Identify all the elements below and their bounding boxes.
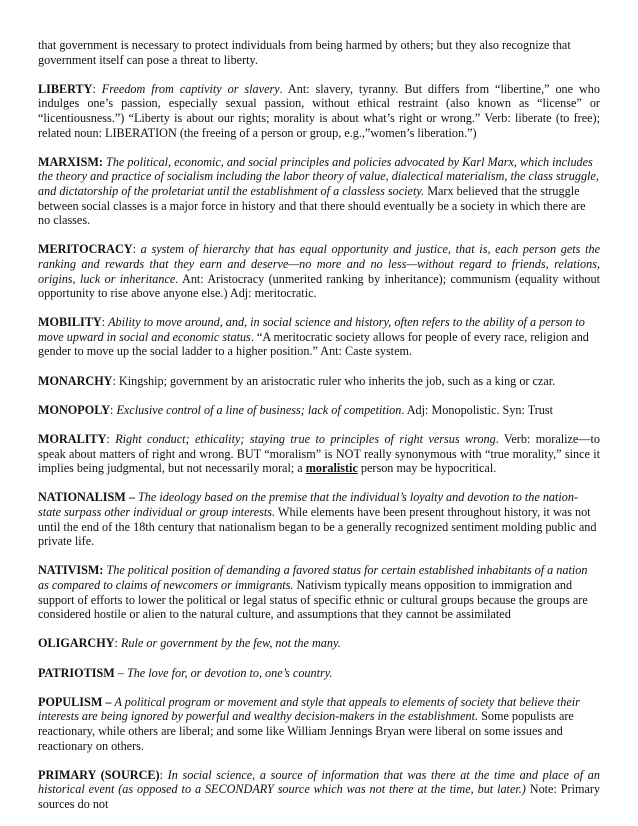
definition-oligarchy: Rule or government by the few, not the many. — [120, 636, 341, 651]
notes-nationalism: While elements have been present throughout history, it was not until the end of the 18th century that nationalism began to be a generally recognized sentiment molding public and private life. — [38, 505, 597, 549]
entry-nationalism — [38, 490, 600, 548]
entry-morality — [38, 432, 600, 476]
term-marxism: MARXISM: — [38, 154, 103, 169]
entry-monopoly — [38, 403, 600, 418]
notes-monarchy: Kingship; government by an aristocratic ruler who inherits the job, such as a king or czar. — [118, 373, 556, 388]
notes-mobility: . “A meritocratic society allows for people of every race, religion and gender to move up the social ladder to a higher position.” Ant: Caste system. — [38, 329, 589, 359]
emphasis-moralistic: moralistic — [305, 461, 358, 476]
term-mobility: MOBILITY — [38, 315, 102, 330]
entry-meritocracy — [38, 242, 600, 300]
entry-primary-source — [38, 768, 600, 812]
term-patriotism: PATRIOTISM — [38, 665, 115, 680]
notes-monopoly: . Adj: Monopolistic. Syn: Trust — [401, 402, 554, 417]
intro-paragraph: that government is necessary to protect individuals from being harmed by others; but they also recognize that government itself can pose a threat to liberty. — [38, 38, 571, 67]
term-morality: MORALITY — [38, 432, 107, 447]
term-populism: POPULISM – — [38, 694, 112, 709]
term-oligarchy: OLIGARCHY — [38, 636, 115, 651]
term-nationalism: NATIONALISM – — [38, 490, 135, 505]
definition-nationalism: The ideology based on the premise that the individual’s loyalty and devotion to the nation-state surpass other individual or group interests. — [38, 490, 579, 519]
definition-primary-source: In social science, a source of information that was there at the time and place of an historical event (as opposed to a SECONDARY source which was not there at the time, but later.) — [38, 767, 600, 797]
entry-populism — [38, 695, 600, 753]
term-monopoly: MONOPOLY — [38, 402, 110, 417]
entry-patriotism — [38, 666, 600, 681]
definition-liberty: Freedom from captivity or slavery — [101, 81, 280, 96]
entry-monarchy — [38, 374, 600, 389]
definition-nativism: The political position of demanding a favored status for certain established inhabitants of a nation as compared to claims of newcomers or immigrants. — [38, 563, 588, 592]
separator: : — [106, 432, 116, 447]
definition-monopoly: Exclusive control of a line of business; lack of competition — [116, 402, 402, 417]
definition-marxism: The political, economic, and social principles and policies advocated by Karl Marx, which includes the theory and practice of socialism including the labor theory of value, dialectical materialism, the class struggle, and dictatorship of the proletariat until the establishment of a classless society. — [38, 154, 599, 198]
term-meritocracy: MERITOCRACY — [38, 242, 133, 257]
separator: : — [101, 315, 109, 330]
notes-liberty: . Ant: slavery, tyranny. But differs from “libertine,” one who indulges one’s passion, especially sexual passion, without ethical restraint (also known as “license” or “licentiousness.”) “Liberty is about our rights; morality is about what’s right or wrong.” Verb: liberate (to free); related noun: LIBERATION (the freeing of a person or group, e.g.,”women’s liberation.”) — [38, 81, 600, 140]
definition-patriotism: The love for, or devotion to, one’s country. — [126, 665, 333, 680]
separator: : — [132, 242, 141, 257]
definition-populism: A political program or movement and style that appeals to elements of society that believe their interests are being ignored by powerful and wealthy decision-makers in the establishment. — [38, 694, 580, 724]
term-liberty: LIBERTY — [38, 81, 93, 96]
separator: – — [114, 665, 127, 680]
term-primary-source: PRIMARY (SOURCE) — [38, 767, 160, 782]
entry-liberty — [38, 82, 600, 140]
separator: : — [92, 81, 102, 96]
separator: : — [110, 402, 117, 417]
entry-mobility — [38, 315, 600, 359]
definition-morality: Right conduct; ethicality; staying true to principles of right versus wrong — [115, 432, 496, 447]
entry-oligarchy — [38, 636, 600, 651]
term-monarchy: MONARCHY — [38, 373, 113, 388]
separator: : — [114, 636, 121, 651]
entry-marxism — [38, 155, 600, 228]
document-page — [38, 38, 600, 826]
notes-marxism: Marx believed that the struggle between social classes is a major force in history and that there should eventually be a society in which there are no classes. — [38, 183, 586, 228]
term-nativism: NATIVISM: — [38, 563, 104, 578]
notes-nativism: Nativism typically means opposition to immigration and support of efforts to lower the political or legal status of specific ethnic or cultural groups because the groups are considered hostile or alien to the natural culture, and assumptions that they cannot be assimilated — [38, 577, 588, 622]
definition-meritocracy: a system of hierarchy that has equal opportunity and justice, that is, each person gets the ranking and rewards that they earn and deserve—no more and no less—without regard to friends, relations, origins, luck or inheritance — [38, 242, 600, 286]
definition-mobility: Ability to move around, and, in social science and history, often refers to the ability of a person to move upward in social and economic status — [38, 315, 585, 344]
separator: : — [159, 767, 168, 782]
notes-primary-source: Note: Primary sources do not — [38, 782, 601, 811]
notes-morality: . Verb: moralize—to speak about matters of right and wrong. BUT “moralism” is NOT really synonymous with “true morality,” since it implies being judgmental, but not necessarily moral; a — [38, 432, 601, 476]
separator: : — [112, 373, 119, 388]
notes-meritocracy: . Ant: Aristocracy (unmerited ranking by inheritance); communism (equality without opportunity to rise above anyone else.) Adj: meritocratic. — [38, 271, 600, 301]
notes-morality-end: person may be hypocritical. — [357, 461, 497, 476]
notes-populism: Some populists are reactionary, while others are liberal; and some like William Jennings Bryan were liberal on some issues and reactionary on others. — [38, 709, 574, 753]
entry-nativism — [38, 563, 600, 621]
